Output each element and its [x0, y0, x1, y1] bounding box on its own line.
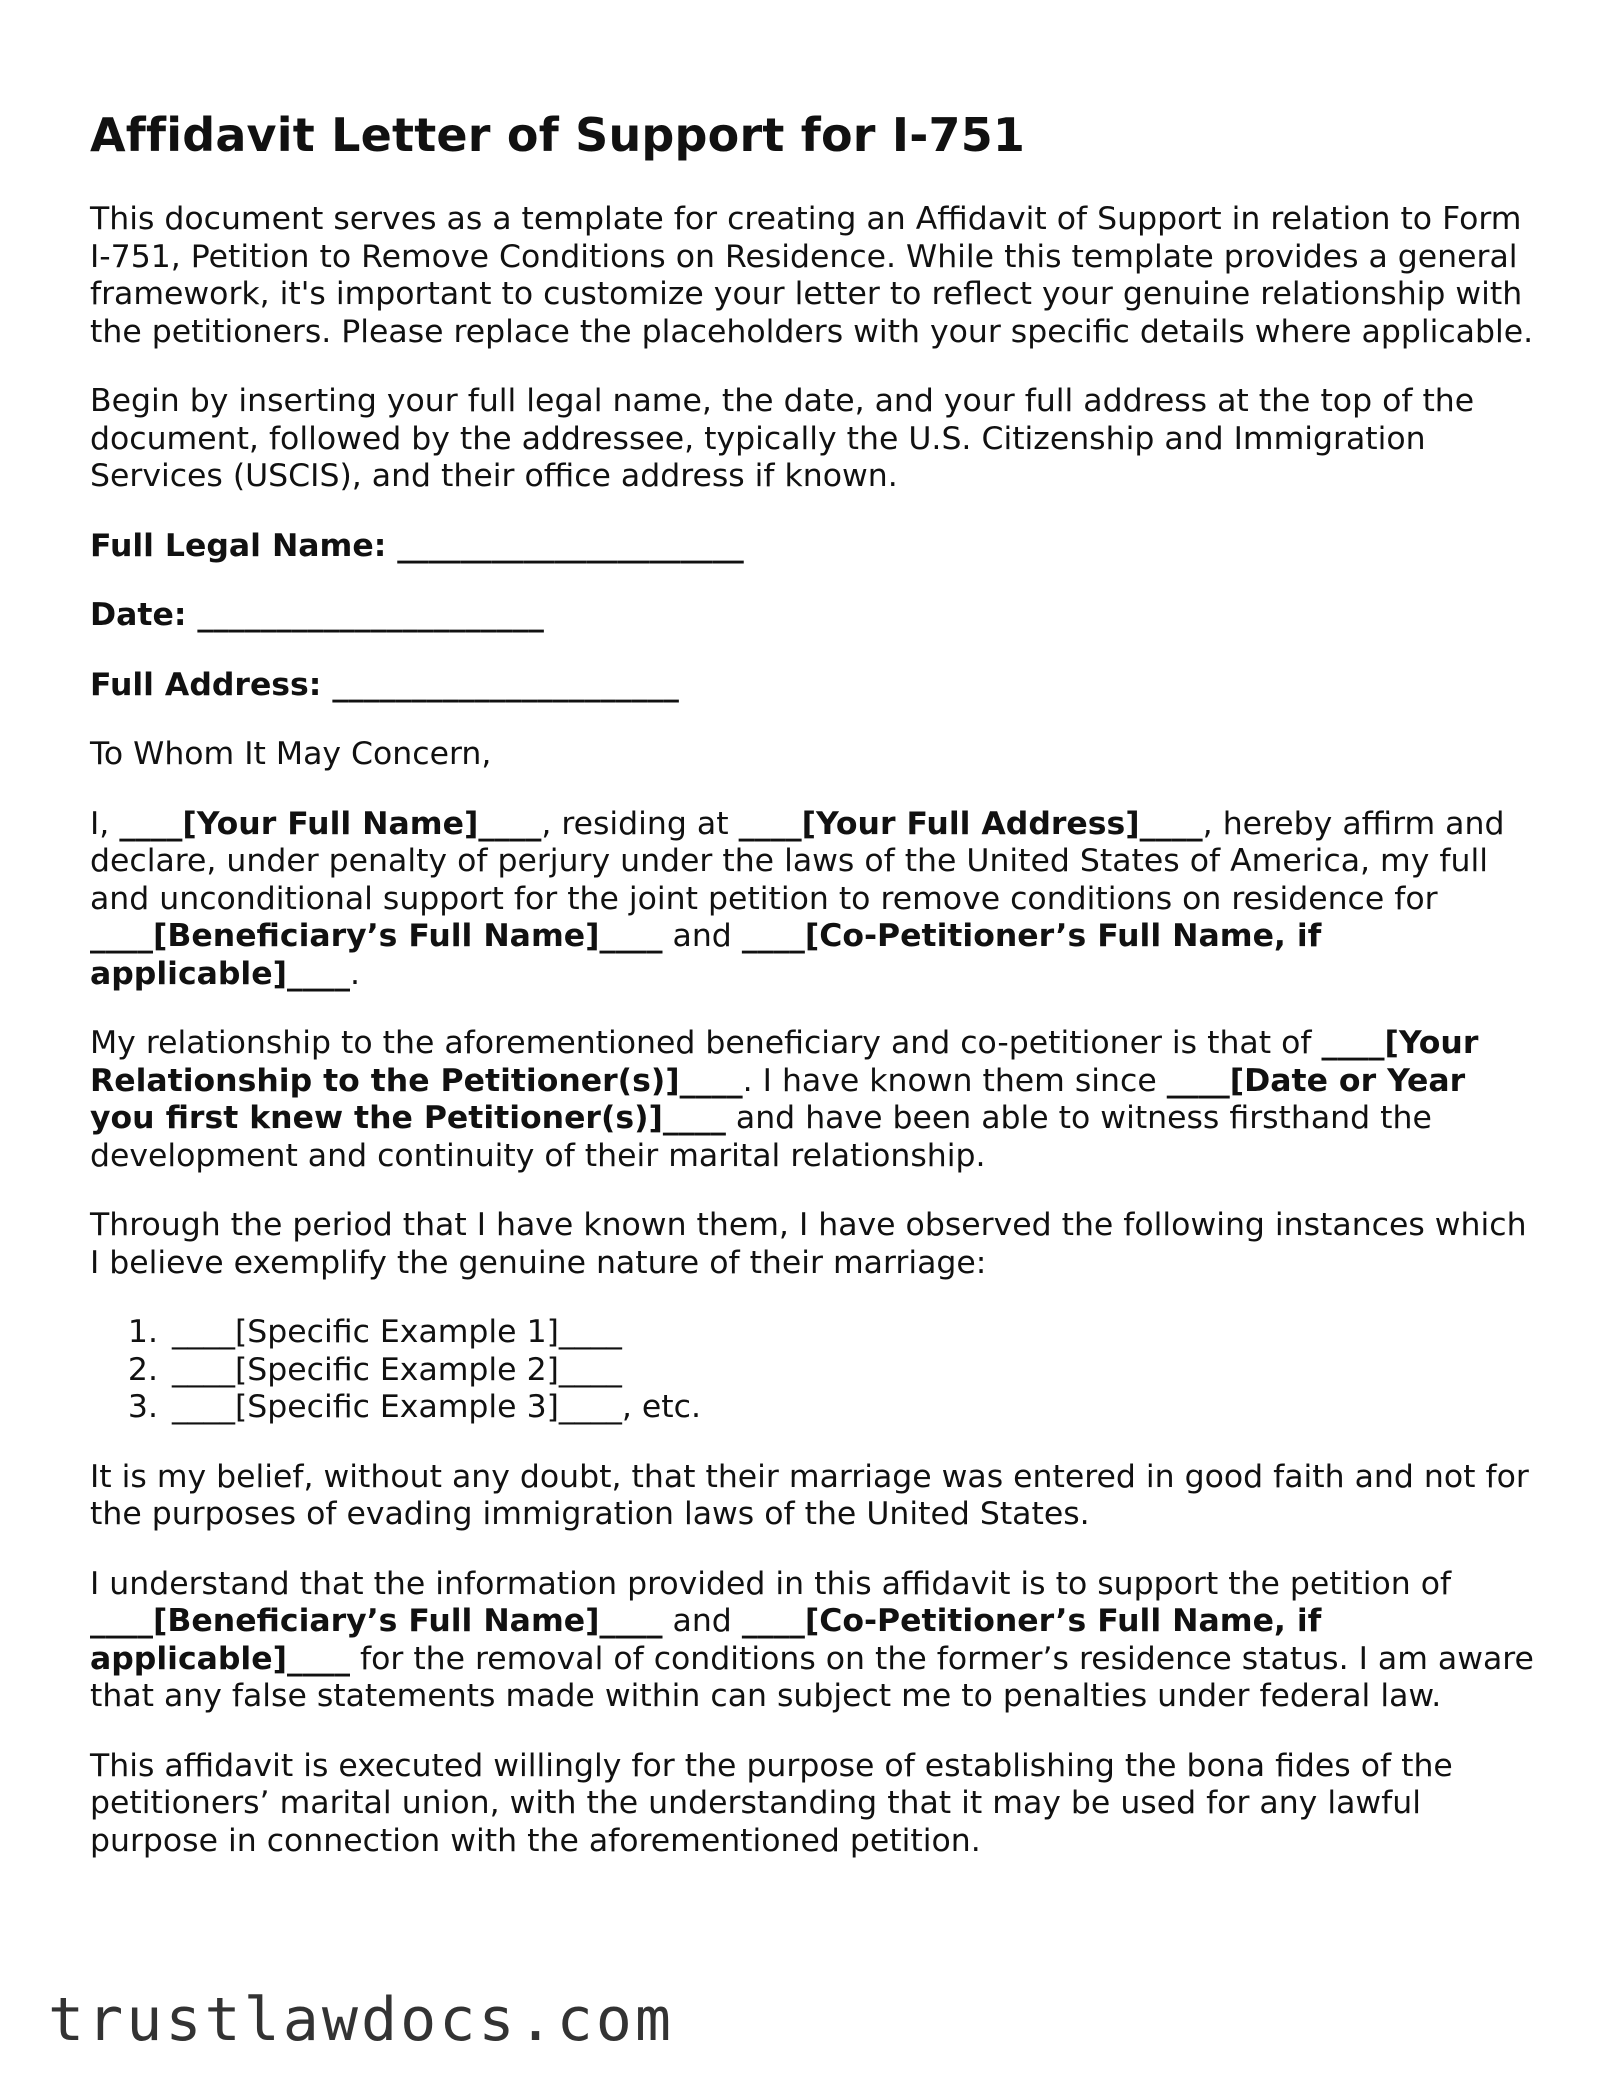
placeholder-your-full-address: ____[Your Full Address]____	[738, 805, 1203, 842]
list-item: 3. ____[Specific Example 3]____, etc.	[168, 1389, 1540, 1427]
placeholder-co-petitioner-name: ____[Co-Petitioner’s Full Name, if applicable]____	[90, 918, 1322, 992]
observed-paragraph: Through the period that I have known them, I have observed the following instances which I believe exemplify the genuine nature of their marriage:	[90, 1207, 1527, 1281]
placeholder-your-full-name: ____[Your Full Name]____	[119, 805, 542, 842]
placeholder-beneficiary-name: ____[Beneficiary’s Full Name]____	[90, 1603, 663, 1640]
watermark: trustlawdocs.com	[48, 1985, 674, 2055]
full-legal-name-field: Full Legal Name: ______________________	[90, 527, 744, 564]
text-segment: , hereby affirm and declare, under penalty of perjury under the laws of the United States of America, my full and unconditional support for the joint petition to remove conditions on residence for	[90, 805, 1505, 917]
document-page	[90, 108, 1540, 1892]
relationship-paragraph	[90, 1025, 1540, 1175]
placeholder-date-first-knew: ____[Date or Year you first knew the Petitioner(s)]____	[90, 1062, 1466, 1137]
intro-paragraph-2: Begin by inserting your full legal name, the date, and your full address at the top of the document, followed by the addressee, typically the U.S. Citizenship and Immigration Services (USCIS), and their office address if known.	[90, 383, 1475, 495]
placeholder-relationship: ____[Your Relationship to the Petitioner(s)]____	[90, 1025, 1479, 1099]
text-segment: . I have known them since	[742, 1062, 1167, 1099]
text-segment: My relationship to the aforementioned beneficiary and co-petitioner is that of	[90, 1025, 1322, 1062]
page-title: Affidavit Letter of Support for I-751	[90, 108, 1026, 162]
list-item: 1. ____[Specific Example 1]____	[168, 1314, 1540, 1352]
text-segment: and	[662, 918, 742, 955]
text-segment: and have been able to witness firsthand the development and continuity of their marital relationship.	[90, 1100, 1432, 1174]
full-address-field: Full Address: ______________________	[90, 666, 679, 703]
intro-paragraph-1: This document serves as a template for creating an Affidavit of Support in relation to Form I-751, Petition to Remove Conditions on Residence. While this template provides a general framework, it's important to customize your letter to reflect your genuine relationship with the petitioners. Please replace the placeholders with your specific details where applicable.	[90, 201, 1534, 350]
text-segment: , residing at	[541, 805, 739, 842]
affirmation-paragraph	[90, 806, 1540, 994]
text-segment: .	[349, 955, 360, 992]
belief-paragraph: It is my belief, without any doubt, that their marriage was entered in good faith and not for the purposes of evading immigration laws of the United States.	[90, 1458, 1529, 1533]
executed-paragraph: This affidavit is executed willingly for the purpose of establishing the bona fides of the petitioners’ marital union, with the understanding that it may be used for any lawful purpose in connection with the aforementioned petition.	[90, 1747, 1453, 1859]
understanding-paragraph	[90, 1566, 1540, 1716]
text-segment: I understand that the information provided in this affidavit is to support the petition of	[90, 1565, 1452, 1602]
text-segment: and	[662, 1603, 742, 1640]
salutation: To Whom It May Concern,	[90, 736, 492, 773]
date-field: Date: ______________________	[90, 597, 544, 634]
placeholder-co-petitioner-name: ____[Co-Petitioner’s Full Name, if applicable]____	[90, 1603, 1322, 1677]
list-item: 2. ____[Specific Example 2]____	[168, 1352, 1540, 1390]
examples-list	[90, 1314, 1540, 1427]
text-segment: I,	[90, 805, 120, 842]
placeholder-beneficiary-name: ____[Beneficiary’s Full Name]____	[90, 918, 663, 955]
text-segment: for the removal of conditions on the former’s residence status. I am aware that any false statements made within can subject me to penalties under federal law.	[90, 1640, 1534, 1715]
